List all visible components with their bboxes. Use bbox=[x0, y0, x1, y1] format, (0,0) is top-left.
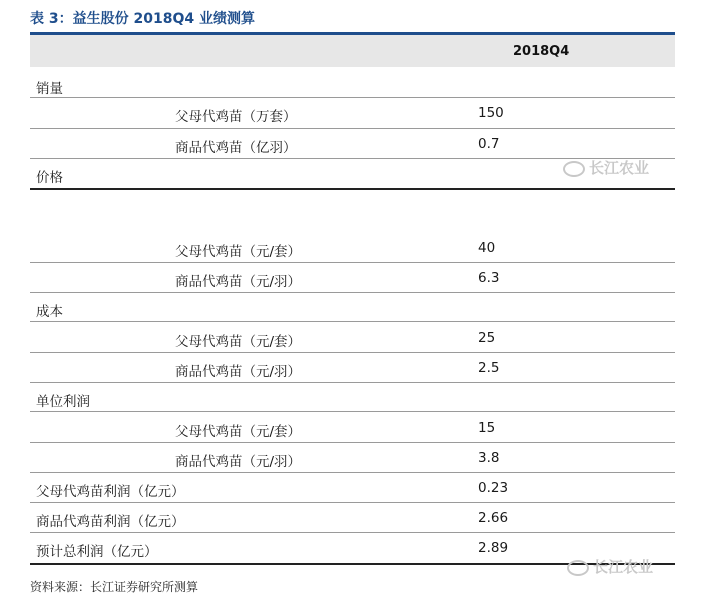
row-label: 父母代鸡苗利润（亿元） bbox=[36, 484, 185, 500]
wechat-icon bbox=[563, 161, 585, 177]
row-divider bbox=[30, 442, 675, 443]
section-label: 成本 bbox=[36, 304, 63, 320]
row-divider bbox=[30, 128, 675, 129]
row-divider bbox=[30, 321, 675, 322]
section-label: 单位利润 bbox=[36, 394, 90, 410]
column-header: 2018Q4 bbox=[513, 44, 570, 59]
row-label: 父母代鸡苗（元/套） bbox=[175, 424, 302, 440]
source-note: 资料来源：长江证券研究所测算 bbox=[30, 580, 199, 594]
row-value: 150 bbox=[478, 105, 504, 121]
row-value: 2.89 bbox=[478, 540, 509, 556]
table-header bbox=[30, 35, 675, 67]
row-label: 商品代鸡苗（元/羽） bbox=[175, 274, 302, 290]
row-value: 2.5 bbox=[478, 360, 500, 376]
watermark-text: 长江农业 bbox=[589, 159, 650, 177]
row-divider bbox=[30, 292, 675, 293]
row-value: 15 bbox=[478, 420, 496, 436]
row-divider bbox=[30, 411, 675, 412]
row-label: 预计总利润（亿元） bbox=[36, 544, 158, 560]
row-label: 商品代鸡苗（亿羽） bbox=[175, 140, 297, 156]
watermark bbox=[563, 157, 649, 178]
row-divider bbox=[30, 382, 675, 383]
row-value: 0.23 bbox=[478, 480, 509, 496]
row-divider bbox=[30, 188, 675, 190]
row-divider bbox=[30, 532, 675, 533]
section-label: 销量 bbox=[36, 81, 63, 97]
row-label: 商品代鸡苗利润（亿元） bbox=[36, 514, 185, 530]
watermark-text: 长江农业 bbox=[593, 558, 654, 576]
row-divider bbox=[30, 472, 675, 473]
section-label: 价格 bbox=[36, 170, 63, 186]
row-label: 父母代鸡苗（万套） bbox=[175, 109, 297, 125]
row-value: 2.66 bbox=[478, 510, 509, 526]
row-divider bbox=[30, 97, 675, 98]
row-label: 父母代鸡苗（元/套） bbox=[175, 244, 302, 260]
row-divider bbox=[30, 352, 675, 353]
row-label: 父母代鸡苗（元/套） bbox=[175, 334, 302, 350]
row-label: 商品代鸡苗（元/羽） bbox=[175, 364, 302, 380]
watermark bbox=[567, 556, 653, 577]
table-title: 表 3：益生股份 2018Q4 业绩测算 bbox=[30, 11, 255, 27]
wechat-icon bbox=[567, 560, 589, 576]
row-label: 商品代鸡苗（元/羽） bbox=[175, 454, 302, 470]
row-value: 25 bbox=[478, 330, 496, 346]
row-divider bbox=[30, 502, 675, 503]
row-value: 40 bbox=[478, 240, 496, 256]
row-value: 0.7 bbox=[478, 136, 500, 152]
row-divider bbox=[30, 262, 675, 263]
row-value: 3.8 bbox=[478, 450, 500, 466]
row-value: 6.3 bbox=[478, 270, 500, 286]
